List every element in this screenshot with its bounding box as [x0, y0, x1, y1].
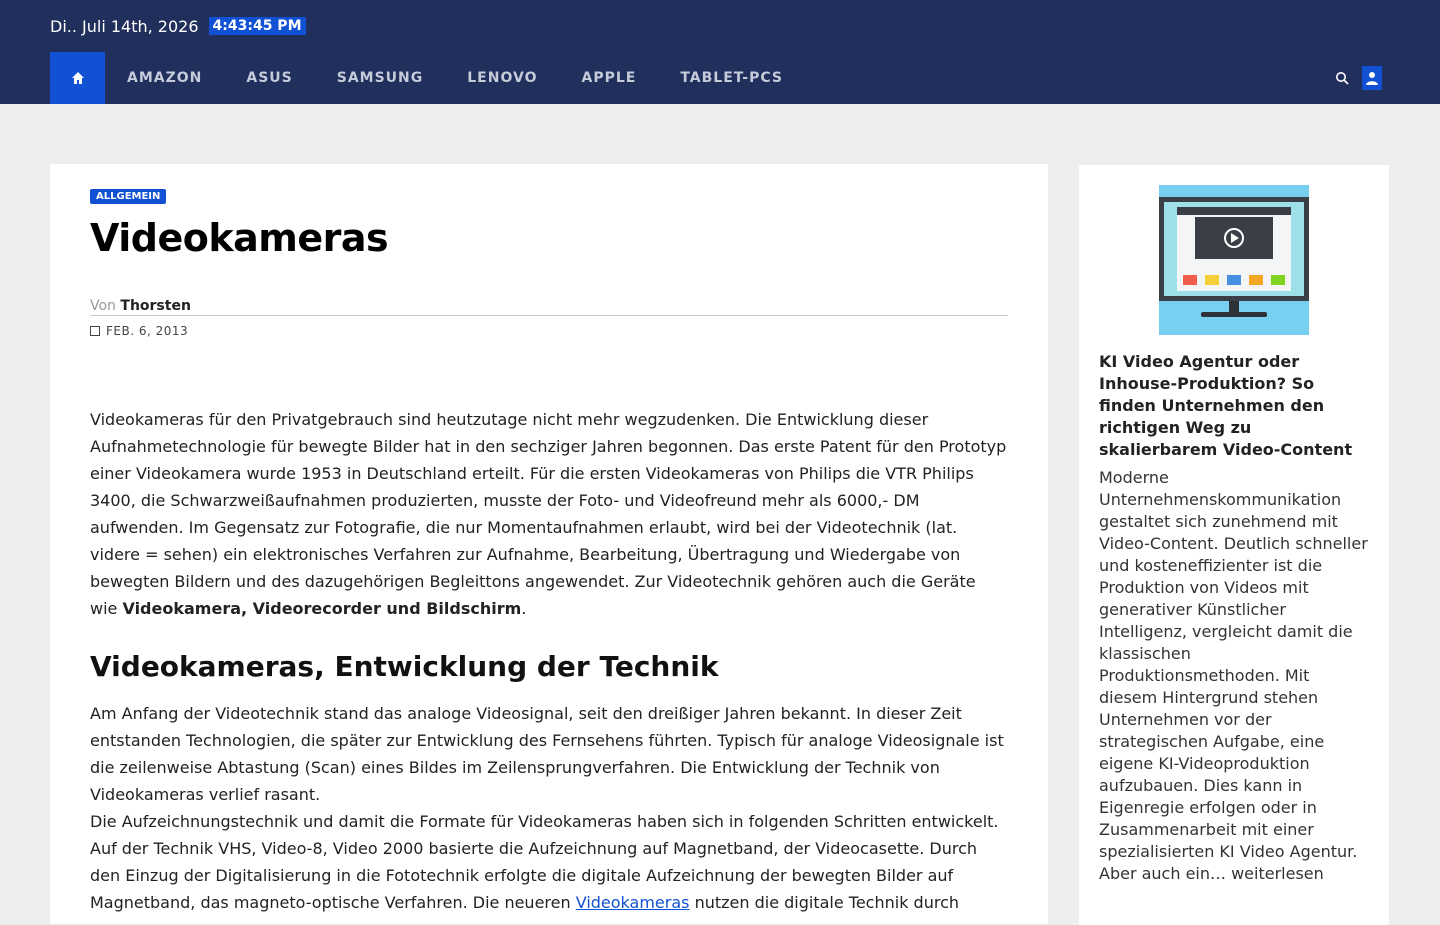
article-body — [90, 406, 1008, 916]
paragraph-1 — [90, 406, 1008, 622]
nav-item-samsung[interactable]: SAMSUNG — [336, 70, 424, 86]
home-icon — [70, 70, 86, 86]
search-button[interactable] — [1332, 66, 1352, 90]
article-date-text: FEB. 6, 2013 — [106, 324, 189, 338]
author-link[interactable]: Thorsten — [120, 298, 191, 314]
section-heading: Videokameras, Entwicklung der Technik — [90, 650, 719, 683]
sidebar-post-excerpt: Moderne Unternehmenskommunikation gestaltet sich zunehmend mit Video-Content. Deutlich schneller und kosteneffizienter ist die Produktion von Videos mit generativer Künstlicher Intelligenz, vergleicht damit die klassischen Produktionsmethoden. Mit diesem Hintergrund stehen Unternehmen vor der strategischen Aufgabe, eine eigene KI-Videoproduktion aufzubauen. Dies kann in Eigenregie erfolgen oder in Zusammenarbeit mit einer spezialisierten KI Video Agentur. Aber auch ein… weiterlesen — [1099, 468, 1368, 883]
paragraph-1-bold: Videokamera, Videorecorder und Bildschirm — [122, 599, 522, 618]
videokameras-link[interactable]: Videokameras — [575, 893, 690, 912]
article-title: Videokameras — [90, 216, 389, 260]
search-icon — [1335, 71, 1349, 85]
main-navigation — [0, 52, 1440, 104]
calendar-icon — [90, 326, 100, 336]
nav-item-tablet-pcs[interactable]: TABLET-PCS — [680, 70, 783, 86]
article-author — [90, 298, 1008, 316]
header-date: Di.. Juli 14th, 2026 — [50, 16, 199, 36]
category-badge[interactable]: ALLGEMEIN — [90, 189, 166, 204]
paragraph-1-end: . — [521, 599, 527, 618]
user-icon — [1366, 71, 1378, 85]
top-bar — [0, 0, 1440, 52]
paragraph-1-text: Videokameras für den Privatgebrauch sind heutzutage nicht mehr wegzudenken. Die Entwicklung dieser Aufnahmetechnologie für bewegte Bilder hat in den sechziger Jahren begonnen. Das erste Patent für den Prototyp einer Videokamera wurde 1953 in Deutschland erteilt. Für die ersten Videokameras von Philips die VTR Philips 3400, die Schwarzweißaufnahmen produzierten, musste der Foto- und Videofreund mehr als 6000,- DM aufwenden. Im Gegensatz zur Fotografie, die nur Momentaufnahmen erlaubt, wird bei der Videotechnik (lat. videre = sehen) ein elektronisches Verfahren zur Aufnahme, Bearbeitung, Übertragung und Wiedergabe von bewegten Bildern und des dazugehörigen Begleittons angewendet. Zur Videotechnik gehören auch die Geräte wie — [90, 410, 1007, 618]
header-time: 4:43:45 PM — [209, 17, 306, 35]
nav-menu — [105, 52, 805, 104]
user-button[interactable] — [1362, 66, 1382, 90]
nav-item-amazon[interactable]: AMAZON — [127, 70, 203, 86]
paragraph-3-text: Die Aufzeichnungstechnik und damit die Formate für Videokameras haben sich in folgenden Schritten entwickelt. Auf der Technik VHS, Video-8, Video 2000 basierte die Aufzeichnung auf Magnetband, der Videocasette. Durch den Einzug der Digitalisierung in die Fototechnik erfolgte die digitale Aufzeichnung der bewegten Bilder auf Magnetband, das magneto-optische Verfahren. Die neueren — [90, 812, 999, 912]
nav-item-asus[interactable]: ASUS — [246, 70, 293, 86]
sidebar-post-title[interactable]: KI Video Agentur oder Inhouse-Produktion? So finden Unternehmen den richtigen Weg zu skalierbarem Video-Content — [1099, 352, 1353, 459]
paragraph-3-end: nutzen die digitale Technik durch — [689, 893, 960, 912]
sidebar-post — [1079, 165, 1389, 925]
post-thumbnail[interactable] — [1159, 185, 1309, 335]
article-date — [90, 324, 1008, 338]
nav-actions — [1332, 52, 1382, 104]
nav-item-apple[interactable]: APPLE — [581, 70, 637, 86]
paragraph-2: Am Anfang der Videotechnik stand das analoge Videosignal, seit den dreißiger Jahren bekannt. In dieser Zeit entstanden Technologien, die später zur Entwicklung des Fernsehens führten. Typisch für analoge Videosignale ist die zeilenweise Abtastung (Scan) eines Bildes im Zeilensprungverfahren. Die Entwicklung der Technik von Videokameras verlief rasant. — [90, 704, 1004, 804]
nav-item-lenovo[interactable]: LENOVO — [467, 70, 538, 86]
article-card — [50, 164, 1048, 924]
author-prefix: Von — [90, 298, 116, 314]
home-button[interactable] — [50, 52, 105, 104]
